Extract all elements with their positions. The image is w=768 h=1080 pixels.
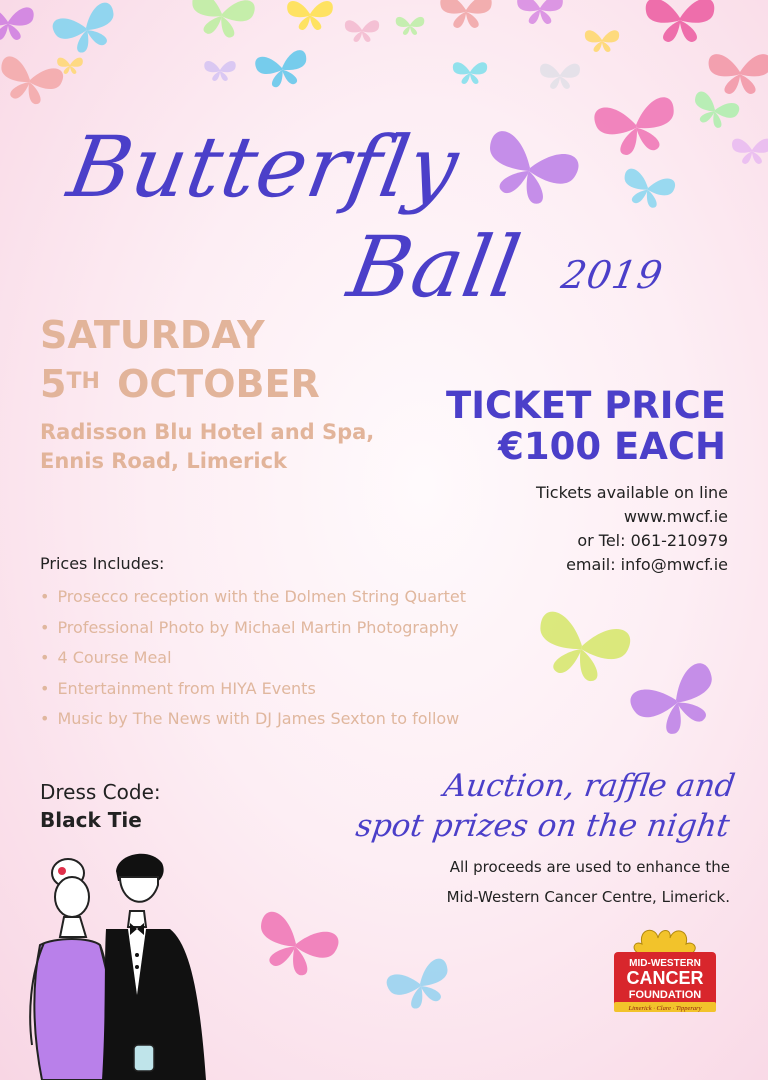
proceeds-line-2: Mid-Western Cancer Centre, Limerick.: [446, 888, 730, 906]
butterfly-icon: [627, 660, 728, 746]
butterfly-icon: [585, 30, 619, 52]
butterfly-icon: [619, 167, 677, 212]
butterfly-icon: [345, 20, 379, 42]
butterfly-icon: [249, 909, 342, 984]
butterfly-icon: [396, 17, 425, 35]
tickets-available: Tickets available on line: [536, 483, 728, 502]
prices-heading: Prices Includes:: [40, 554, 165, 573]
list-item: • 4 Course Meal: [40, 643, 466, 674]
ticket-price: €100 EACH: [498, 425, 726, 468]
butterfly-icon: [50, 0, 123, 59]
ticket-label: TICKET PRICE: [445, 384, 726, 427]
proceeds-line-1: All proceeds are used to enhance the: [449, 858, 730, 876]
butterfly-icon: [517, 0, 563, 24]
list-item: • Music by The News with DJ James Sexton to follow: [40, 704, 466, 735]
butterfly-icon: [0, 55, 65, 110]
auction-line-1: Auction, raffle and: [441, 768, 738, 804]
butterfly-icon: [732, 139, 768, 164]
date-number: 5: [40, 362, 67, 406]
butterfly-icon: [646, 0, 715, 42]
website-link[interactable]: www.mwcf.ie: [623, 507, 728, 526]
butterfly-icon: [593, 96, 681, 160]
event-day: SATURDAY: [40, 313, 265, 357]
butterfly-icon: [530, 609, 633, 689]
couple-illustration: [10, 845, 225, 1080]
list-item: • Prosecco reception with the Dolmen String Quartet: [40, 582, 466, 613]
list-item: • Entertainment from HIYA Events: [40, 674, 466, 705]
butterfly-icon: [0, 7, 34, 40]
event-date: [40, 362, 320, 406]
venue: [40, 418, 374, 476]
ticket-info: [536, 481, 728, 577]
butterfly-icon: [187, 0, 256, 41]
butterfly-icon: [254, 49, 310, 90]
auction-text: [353, 766, 737, 846]
logo-line-4: Limerick · Clare · Tipperary: [628, 1005, 702, 1012]
dress-code-value: Black Tie: [40, 808, 142, 832]
butterfly-icon: [476, 128, 582, 214]
ticket-price-block: [446, 385, 726, 467]
title-ball: Ball: [341, 218, 529, 316]
butterfly-icon: [540, 64, 580, 89]
prices-list: [40, 582, 466, 735]
butterfly-icon: [440, 0, 491, 28]
logo-line-2: CANCER: [626, 968, 704, 988]
butterfly-icon: [453, 62, 487, 84]
date-month: OCTOBER: [117, 362, 320, 406]
logo-line-1: MID-WESTERN: [629, 958, 701, 969]
list-item: • Professional Photo by Michael Martin Photography: [40, 613, 466, 644]
dress-code-label: Dress Code:: [40, 780, 161, 804]
venue-line-1: Radisson Blu Hotel and Spa,: [40, 420, 375, 444]
butterfly-icon: [688, 90, 741, 133]
logo-line-3: FOUNDATION: [628, 989, 702, 1001]
butterfly-icon: [287, 1, 333, 30]
title-year: 2019: [558, 253, 667, 297]
telephone[interactable]: or Tel: 061-210979: [577, 531, 728, 550]
butterfly-icon: [204, 61, 235, 81]
venue-line-2: Ennis Road, Limerick: [40, 449, 288, 473]
email-link[interactable]: email: info@mwcf.ie: [566, 555, 728, 574]
proceeds-text: [447, 852, 730, 912]
title-butterfly: Butterfly: [61, 118, 467, 216]
butterfly-icon: [709, 54, 768, 94]
date-suffix: TH: [66, 369, 100, 394]
mwcf-logo: [612, 922, 718, 1014]
butterfly-icon: [384, 956, 457, 1015]
dress-code: [40, 778, 161, 834]
auction-line-2: spot prizes on the night: [353, 808, 732, 844]
